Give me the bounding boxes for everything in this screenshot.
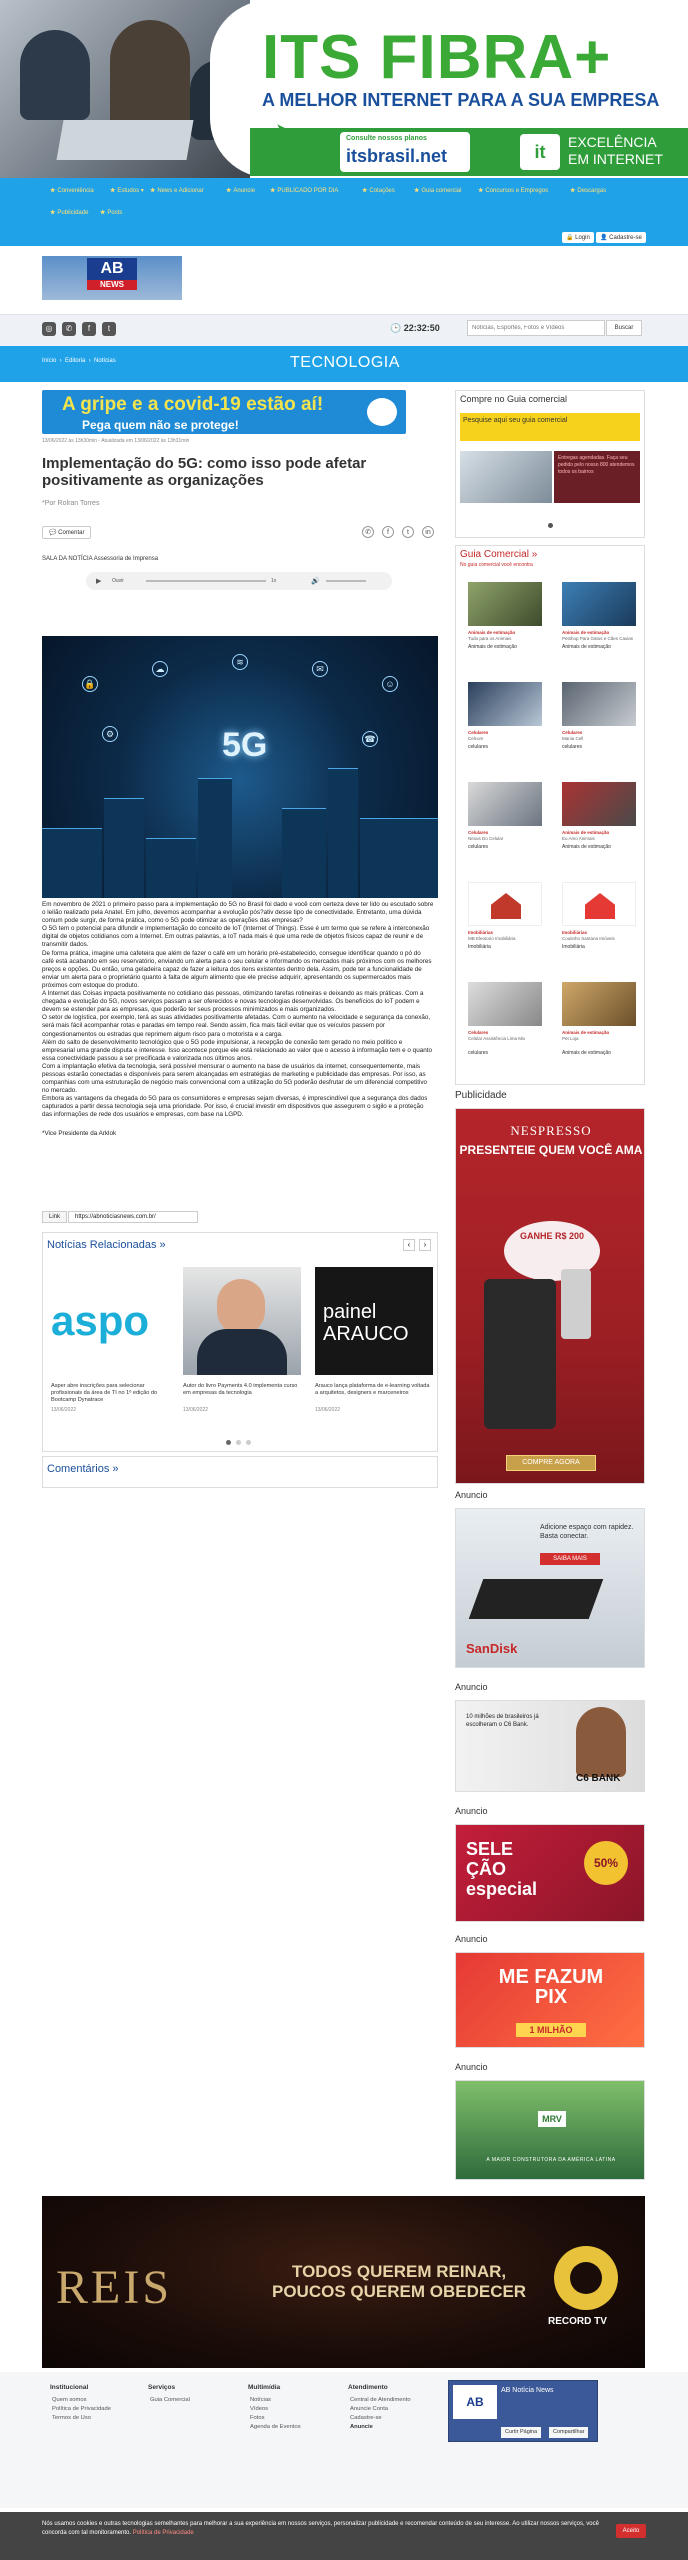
footer-col-title: Atendimento: [348, 2384, 388, 2391]
article-paragraph: Com a implantação efetiva da tecnologia, será possível mensurar o aumento na base de usuários da internet, consequentemente, mais pessoas estarão conectadas e disponíveis para serem alcançadas em estratégias de marketing e publicidade das empresas. Por isso, as companhias com uma estruturação de negócio mais convencional com a utilização do 5G poderão desfrutar de um diferencial competitivo no mercado.: [42, 1062, 428, 1095]
selecao-text: SELE ÇÃO especial: [466, 1839, 538, 1899]
related-image[interactable]: painel ARAUCO: [315, 1267, 433, 1375]
hero-building: [328, 768, 358, 898]
nav-item-label: Anuncie: [233, 188, 256, 194]
guia-item-name[interactable]: Eu Amo Animais: [562, 836, 595, 841]
mrv-text: A MAIOR CONSTRUTORA DA AMÉRICA LATINA: [486, 2157, 616, 2163]
guia-item-image[interactable]: [468, 882, 542, 926]
article-meta: 13/06/2022 às 13h30min - Atualizada em 13/06/2022 às 13h31min: [42, 438, 190, 444]
mrv-brand: MRV: [538, 2111, 566, 2127]
audio-progress[interactable]: [146, 580, 266, 582]
logo-ab: AB: [87, 258, 137, 280]
guia-image[interactable]: [460, 451, 552, 503]
article-paragraph: O 5G tem o potencial para difundir e implementação do conceito de IoT (Internet of Things). Esse é um termo que se refere à interconexão digital de objetos cotidianos com a Internet. Em outras palavras, a IoT nada mais é que uma rede de objetos físicos capaz de reunir e de transmitir dados.: [42, 925, 430, 949]
guia-item-category: Imobiliárias: [468, 930, 494, 935]
nav-item[interactable]: [50, 187, 94, 194]
reis-ad[interactable]: [42, 2196, 645, 2368]
gear-icon: ⚙: [102, 726, 118, 742]
sandisk-text: Adicione espaço com rapidez. Basta conectar.: [540, 1524, 634, 1540]
footer-link[interactable]: Fotos: [250, 2415, 265, 2421]
star-icon: ★: [478, 188, 484, 194]
guia-item-image[interactable]: [562, 782, 636, 826]
c6-text: 10 milhões de brasileiros já escolheram o C6 Bank.: [466, 1714, 539, 1728]
star-icon: ★: [362, 188, 368, 194]
banner-site-box[interactable]: [340, 132, 470, 172]
article-paragraph: O setor de logística, por exemplo, terá as suas atividades positivamente afetadas. Com o aumento na velocidade e segurança da conexão, será mais fácil acompanhar rotas e paradas em tempo real. Sendo assim, fica mais fácil evitar que os veículos passem por congestionamentos ou estradas que reprimem algum risco para o motorista e a carga.: [42, 1014, 431, 1038]
chevron-left-icon[interactable]: ‹: [403, 1239, 415, 1251]
nav-item-label: Estudos: [117, 188, 140, 194]
instagram-icon[interactable]: ◎: [42, 322, 56, 336]
sandisk-button[interactable]: SAIBA MAIS: [540, 1553, 600, 1565]
article-paragraph: Embora as vantagens da chegada do 5G para os consumidores e empresas sejam diversas, é imprescindível que a segurança dos dados capturados a partir dessa tecnologia seja uma prioridade. Por isso, é crucial investir em dispositivos que assegurem o sigilo e a proteção das informações de rede dos usuários e empresas, com base na LGPD.: [42, 1095, 428, 1119]
breadcrumb-item[interactable]: Notícias: [94, 358, 116, 364]
footer-link[interactable]: Anuncie: [350, 2424, 373, 2430]
pix-ad[interactable]: [455, 1952, 645, 2048]
fb-widget-title: AB Notícia News: [501, 2387, 554, 2394]
footer-col-links: [52, 2396, 111, 2423]
nav-item-label: Posts: [107, 210, 123, 216]
whatsapp-icon[interactable]: ✆: [62, 322, 76, 336]
volume-slider[interactable]: [326, 580, 366, 582]
star-icon: ★: [570, 188, 576, 194]
guia-item-category: Animais de estimação: [562, 630, 610, 635]
sandisk-ad[interactable]: [455, 1508, 645, 1668]
guia2-title[interactable]: Guia Comercial »: [460, 549, 538, 560]
breadcrumb: Início › Editoria › Notícias: [42, 358, 116, 364]
login-button[interactable]: 🔒 Login: [562, 232, 594, 243]
guia-title: Compre no Guia comercial: [460, 394, 568, 404]
anuncio-title: Anuncio: [455, 1682, 488, 1692]
comments-box: [42, 1456, 438, 1488]
guia-item-sub: Imobiliária: [468, 944, 491, 950]
nav-item[interactable]: [570, 187, 606, 194]
anuncio-title: Anuncio: [455, 1490, 488, 1500]
guia-comercial-box: [455, 390, 645, 538]
star-icon: ★: [414, 188, 420, 194]
star-icon: ★: [270, 188, 276, 194]
footer-link[interactable]: Agenda de Eventos: [250, 2424, 301, 2430]
hero-5g-label: 5G: [222, 726, 268, 764]
breadcrumb-item[interactable]: Início: [42, 358, 57, 364]
footer-link[interactable]: Política de Privacidade: [52, 2406, 111, 2412]
facebook-share-icon[interactable]: f: [382, 526, 394, 538]
phone-icon: ☎: [362, 731, 378, 747]
related-item-title[interactable]: Asper abre inscrições para selecionar profissionais da área de TI no 1º edição do Bootcamp Dynatrace: [51, 1383, 158, 1403]
guia-item-name[interactable]: Nexus Do Celular: [468, 836, 504, 841]
volume-icon[interactable]: 🔊: [311, 578, 320, 585]
guia-item-sub: Animais de estimação: [562, 1050, 611, 1056]
nav-item-label: Cotações: [369, 188, 395, 194]
related-title[interactable]: Notícias Relacionadas »: [47, 1239, 166, 1251]
person-suit: [197, 1329, 287, 1375]
reis-tagline-1: TODOS QUEREM REINAR,: [292, 2262, 507, 2281]
audio-speed[interactable]: 1x: [271, 578, 277, 584]
record-logo-inner: [570, 2262, 602, 2294]
article-author: *Por Rolran Torres: [42, 500, 100, 507]
article-paragraph: De forma prática, imagine uma cafeteira que além de fazer o café em um horário pré-estabelecido, consegue identificar quando o pó do café está acabando em seu reservatório, enviando um alerta para o seu celular e informando os mercados mais próximos com os melhores preços e opções. Ou então, uma geladeira capaz de fazer a leitura dos itens existentes dentro dela. Assim, pode ter a funcionalidade de enviar um alerta para o proprietário quanto à falta de algum alimento que ele precise adquirir, apresentando os supermercados mais próximos com estoque do produto.: [42, 949, 432, 989]
related-item-title[interactable]: Arauco lança plataforma de e-learning voltada a arquitetos, designers e marceneiros: [315, 1383, 430, 1396]
publicidade-title: Publicidade: [455, 1090, 507, 1101]
star-icon: ★: [50, 188, 56, 194]
guia-item-category: Celulares: [468, 1030, 489, 1035]
nespresso-cta[interactable]: COMPRE AGORA: [506, 1455, 596, 1471]
banner-slogan-2: EM INTERNET: [568, 151, 663, 167]
footer-link[interactable]: Cadastre-se: [350, 2415, 382, 2421]
site-logo[interactable]: [42, 256, 182, 300]
twitter-icon[interactable]: t: [102, 322, 116, 336]
ad-line-2: Pega quem não se protege!: [82, 418, 239, 432]
guia-item-name[interactable]: Celular Assistência Lima Mix: [468, 1036, 526, 1041]
clock-time: 22:32:50: [403, 323, 440, 333]
carousel-dot[interactable]: [226, 1440, 231, 1445]
guia-item-category: Animais de estimação: [562, 1030, 610, 1035]
banner-site-caption: Consulte nossos planos: [346, 135, 427, 142]
nav-item-label: Publicidade: [57, 210, 89, 216]
mail-icon: ✉: [312, 661, 328, 677]
footer-link[interactable]: Anuncie Conta: [350, 2406, 389, 2412]
facebook-page-widget[interactable]: [448, 2380, 598, 2442]
star-icon: ★: [50, 210, 56, 216]
hero-building: [198, 778, 232, 898]
guia-item-image[interactable]: [562, 982, 636, 1026]
mrv-ad[interactable]: [455, 2080, 645, 2180]
c6bank-ad[interactable]: [455, 1700, 645, 1792]
banner-person: [20, 30, 90, 120]
hero-building: [282, 808, 326, 898]
guia-item-image[interactable]: [468, 782, 542, 826]
guia-item-name[interactable]: Mania Cell: [562, 736, 584, 741]
related-item-date: 13/06/2022: [315, 1407, 341, 1413]
nespresso-ad[interactable]: [455, 1108, 645, 1484]
guia-item-name[interactable]: Pet Loja: [562, 1036, 579, 1041]
banner-site: itsbrasil.net: [346, 146, 448, 166]
guia-item-image[interactable]: [562, 882, 636, 926]
register-label: Cadastre-se: [609, 235, 642, 241]
hero-building: [146, 838, 196, 898]
rocket-icon: ➤: [275, 120, 292, 142]
audio-player[interactable]: [86, 572, 392, 590]
house-icon: [585, 893, 615, 919]
coffee-cup: [561, 1269, 591, 1339]
guia-item-category: Celulares: [468, 730, 489, 735]
banner-title: ITS FIBRA+: [262, 23, 612, 92]
laptop-image: [469, 1579, 604, 1619]
guia-item-sub: Animais de estimação: [468, 644, 517, 650]
footer-link[interactable]: Termos de Uso: [52, 2415, 91, 2421]
nav-item[interactable]: [414, 187, 461, 194]
comment-button-label: Comentar: [58, 530, 85, 536]
banner-person: [110, 20, 190, 130]
footer-col-links: [150, 2396, 190, 2405]
house-icon: [491, 893, 521, 919]
carousel-dot[interactable]: [236, 1440, 241, 1445]
nespresso-brand: NESPRESSO: [510, 1123, 592, 1138]
flu-campaign-ad[interactable]: [42, 390, 406, 434]
lock-icon: 🔒: [82, 676, 98, 692]
chevron-right-icon[interactable]: ›: [419, 1239, 431, 1251]
logo-news: NEWS: [87, 280, 137, 290]
footer-link[interactable]: Quem somos: [52, 2397, 87, 2403]
pix-prize: 1 MILHÃO: [516, 2023, 586, 2037]
guia-item-category: Celulares: [468, 830, 489, 835]
cloud-icon: ☁: [152, 661, 168, 677]
nav-item[interactable]: [150, 187, 204, 194]
guia-item-category: Celulares: [562, 730, 583, 735]
banner-laptop: [56, 120, 193, 160]
banner-subtitle: A MELHOR INTERNET PARA A SUA EMPRESA: [262, 90, 660, 110]
coffee-machine: [484, 1279, 556, 1429]
nav-item[interactable]: [362, 187, 395, 194]
guia-item-sub: celulares: [468, 744, 489, 750]
wifi-icon: ≋: [232, 654, 248, 670]
audio-label: Ouvir: [112, 578, 124, 584]
footer-link[interactable]: Notícias: [250, 2397, 271, 2403]
guia-item-image[interactable]: [468, 682, 542, 726]
nav-item-label: Descargas: [577, 188, 607, 194]
carousel-dot[interactable]: [548, 523, 553, 528]
nav-item[interactable]: [226, 187, 255, 194]
nav-item[interactable]: [478, 187, 548, 194]
cookie-banner: [0, 2512, 688, 2560]
guia2-subtitle: No guia comercial você encontra: [460, 562, 533, 568]
guia-item-image[interactable]: [468, 982, 542, 1026]
footer-link[interactable]: Vídeos: [250, 2406, 269, 2412]
login-label: Login: [575, 235, 590, 241]
c6-person: [576, 1707, 626, 1777]
guia-item-sub: celulares: [562, 744, 583, 750]
guia-item-image[interactable]: [562, 582, 636, 626]
guia-item-sub: Animais de estimação: [562, 644, 611, 650]
article-paragraph: Além do salto de desenvolvimento tecnológico que o 5G pode impulsionar, a recepção de conexão tem gerado no meio político e empresarial uma grande disputa e interesse. Isso acontece porque ele está relacionado ao valor que o acesso à informação tem e o quanto essa conectividade passou a ser precificada e valorizada nos últimos anos.: [42, 1038, 432, 1062]
guia-promo[interactable]: Entregas agendadas. Faça seu pedido pelo nosso 800 atendemos todos os bairros: [554, 451, 640, 503]
ad-logo: [367, 398, 397, 426]
c6-brand: C6 BANK: [576, 1773, 621, 1784]
banner-slogan-1: EXCELÊNCIA: [568, 134, 657, 150]
cookie-message: Nós usamos cookies e outras tecnologias semelhantes para melhorar a sua experiência em nossos serviços, personalizar publicidade e recomendar conteúdo de seu interesse. Ao utilizar nossos serviços, você concorda com tal monitoramento.: [42, 2521, 599, 2536]
star-icon: ★: [110, 188, 116, 194]
article-paragraph: [42, 1120, 434, 1130]
guia-item-name[interactable]: Tudo para os Animais: [468, 636, 512, 641]
cookie-privacy-link[interactable]: Política de Privacidade: [132, 2530, 194, 2536]
footer-col-title: Institucional: [50, 2384, 89, 2391]
hero-building: [360, 818, 438, 898]
article-paragraph: Em novembro de 2021 o primeiro passo para a implementação do 5G no Brasil foi dado e você com certeza deve ter lido ou escutado sobre o leilão realizado pela Anatel. Em julho, devemos acompanhar a evolução pós?ativ desse tipo de conectividade. Entretanto, uma dúvida comum pode surgir, de forma prática, como o 5G pode otimizar as operações das empresas?: [42, 901, 434, 925]
play-icon[interactable]: ▶: [96, 578, 102, 585]
breadcrumb-item[interactable]: Editoria: [65, 358, 86, 364]
footer-col-links: [350, 2396, 411, 2432]
linkedin-share-icon[interactable]: in: [422, 526, 434, 538]
fb-widget-logo: AB: [453, 2385, 497, 2419]
guia-item-name[interactable]: MB Eleotorio Imobiliária: [468, 936, 516, 941]
guia-item-category: Imobiliárias: [562, 930, 588, 935]
fb-like-button[interactable]: Curtir Página: [501, 2427, 541, 2438]
footer-link[interactable]: Central de Atendimento: [350, 2397, 411, 2403]
record-brand: RECORD TV: [548, 2316, 607, 2327]
cookie-text: [42, 2520, 612, 2538]
ad-line-1: A gripe e a covid-19 estão aí!: [62, 394, 324, 415]
related-item-date: 13/06/2022: [183, 1407, 209, 1413]
anuncio-title: Anuncio: [455, 1934, 488, 1944]
fb-share-button[interactable]: Compartilhar: [549, 2427, 588, 2438]
pix-text: ME FAZUM PIX: [498, 1966, 604, 2008]
comments-title[interactable]: Comentários »: [47, 1463, 119, 1475]
banner-slogan: [568, 134, 663, 168]
nav-item-label: News e Adicionar: [157, 188, 204, 194]
guia-item-category: Animais de estimação: [468, 630, 516, 635]
nespresso-tagline: PRESENTEIE QUEM VOCÊ AMA: [459, 1143, 643, 1157]
footer-col-links: [250, 2396, 301, 2432]
sandisk-brand: SanDisk: [466, 1641, 518, 1656]
footer-col-title: Serviços: [148, 2384, 176, 2391]
guia-item-sub: celulares: [468, 844, 489, 850]
its-logo: it: [520, 134, 560, 170]
nav-item[interactable]: ★ Estudos ▾: [110, 188, 144, 194]
selecao-ad[interactable]: [455, 1824, 645, 1922]
related-item-date: 13/06/2022: [51, 1407, 77, 1413]
article-source: SALA DA NOTÍCIA Assessoria de Imprensa: [42, 556, 159, 562]
anuncio-title: Anuncio: [455, 1806, 488, 1816]
article-body: [42, 901, 434, 1138]
article-paragraph: A Internet das Coisas impacta positivamente no cotidiano das pessoas, otimizando tarefas rotineiras e deixando as mais práticas. Com a chegada e evolução do 5G, novos serviços passam a ser oferecidos e novas tecnologias desenvolvidas. Os benefícios do IoT podem e devem se estender para as empresas, que poderão ter seus processos minimizados e mais organizados.: [42, 990, 424, 1014]
guia-item-sub: Animais de estimação: [562, 844, 611, 850]
guia-search-banner[interactable]: Pesquise aqui seu guia comercial: [460, 413, 640, 441]
guia-item-sub: Imobiliária: [562, 944, 585, 950]
nav-item[interactable]: [270, 187, 338, 194]
nav-item-label: Concursos e Empregos: [485, 188, 549, 194]
user-icon: ☺: [382, 676, 398, 692]
link-url[interactable]: https://abnoticiasnews.com.br/: [68, 1211, 198, 1223]
twitter-share-icon[interactable]: t: [402, 526, 414, 538]
guia-item-name[interactable]: Coutinho Santana Imóveis: [562, 936, 615, 941]
hero-building: [42, 828, 102, 898]
comment-button[interactable]: 💬 Comentar: [42, 526, 91, 539]
selecao-percent: 50%: [584, 1841, 628, 1885]
register-button[interactable]: 👤 Cadastre-se: [596, 232, 646, 243]
nav-item-label: Conveniência: [57, 188, 94, 194]
facebook-icon[interactable]: f: [82, 322, 96, 336]
nav-item[interactable]: [50, 209, 88, 216]
guia-item-sub: celulares: [468, 1050, 489, 1056]
star-icon: ★: [226, 188, 232, 194]
reis-title: REIS: [56, 2261, 173, 2314]
footer-link[interactable]: Guia Comercial: [150, 2397, 190, 2403]
whatsapp-share-icon[interactable]: ✆: [362, 526, 374, 538]
related-image[interactable]: [183, 1267, 301, 1375]
anuncio-title: Anuncio: [455, 2062, 488, 2072]
star-icon: ★: [150, 188, 156, 194]
cookie-accept-button[interactable]: Aceito: [616, 2524, 646, 2538]
nespresso-offer: GANHE R$ 200: [504, 1221, 600, 1281]
reis-tagline-2: POUCOS QUEREM OBEDECER: [272, 2282, 527, 2301]
top-banner-ad[interactable]: [0, 0, 688, 178]
guia-item-image[interactable]: [468, 582, 542, 626]
guia-item-name[interactable]: Celcom: [468, 736, 484, 741]
person-face: [217, 1279, 265, 1335]
footer-col-title: Multimídia: [248, 2384, 281, 2391]
section-title: TECNOLOGIA: [290, 354, 400, 371]
search-button[interactable]: Buscar: [606, 320, 642, 336]
search-input[interactable]: [467, 320, 605, 336]
link-label: Link: [42, 1211, 67, 1223]
nav-item-label: PUBLICADO POR DIA: [277, 188, 339, 194]
related-item-title[interactable]: Autor do livro Payments 4.0 implementa curso em empresas da tecnologia: [183, 1383, 298, 1396]
nav-item-label: Guia comercial: [421, 188, 462, 194]
related-image[interactable]: aspo: [51, 1267, 169, 1375]
article-paragraph: *Vice Presidente da Arklok: [42, 1129, 117, 1137]
clock: 🕒 22:32:50: [390, 323, 440, 333]
related-news: [42, 1232, 438, 1452]
guia-item-image[interactable]: [562, 682, 636, 726]
carousel-dot[interactable]: [246, 1440, 251, 1445]
guia-item-category: Animais de estimação: [562, 830, 610, 835]
star-icon: ★: [100, 210, 106, 216]
article-headline: Implementação do 5G: como isso pode afetar positivamente as organizações: [42, 455, 367, 489]
guia-item-name[interactable]: Petshop Para Gatos e Cães Caxias: [562, 636, 634, 641]
hero-building: [104, 798, 144, 898]
article-hero-image: [42, 636, 438, 898]
nav-item[interactable]: [100, 209, 122, 216]
guia-list: [455, 545, 645, 1085]
reis-tagline: [272, 2262, 526, 2302]
